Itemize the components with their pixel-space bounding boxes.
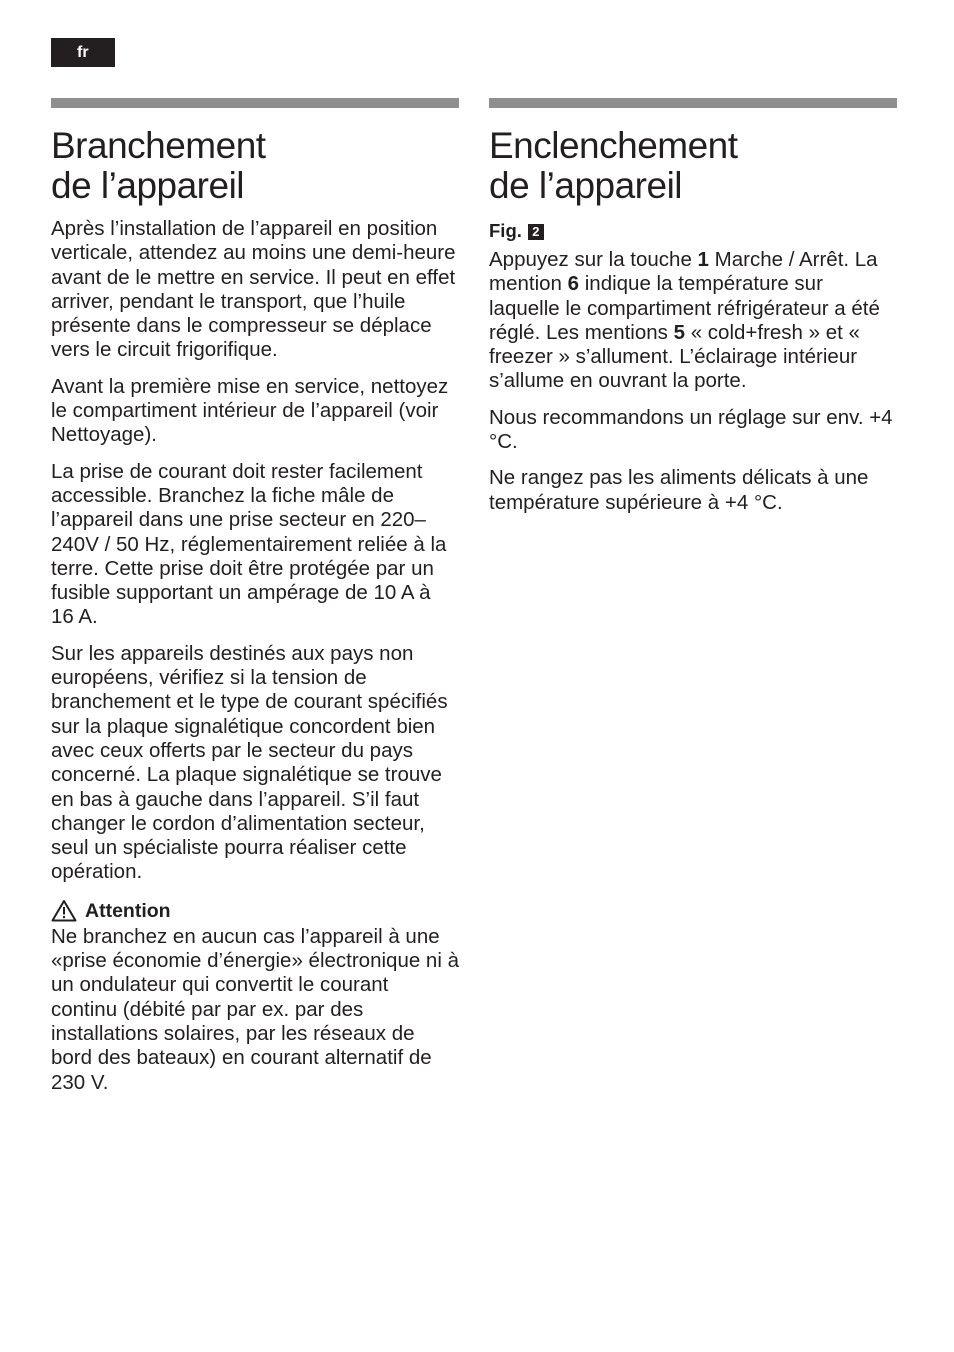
key-number-1: 1: [697, 248, 709, 271]
paragraph-non-european: Sur les appareils destinés aux pays non européens, vérifiez si la tension de branchement et le type de courant spécifiés sur la plaque signalétique concordent bien avec ceux offerts par le secteur du pays concerné. La plaque signalétique se trouve en bas à gauche dans l’appareil. S’il faut changer le cordon d’alimentation secteur, seul un spécialiste pourra réaliser cette opération.: [51, 641, 448, 884]
section-rule: [51, 98, 459, 108]
section-enclenchement: [489, 98, 897, 527]
figure-number-badge: 2: [528, 224, 544, 240]
key-number-6: 6: [567, 272, 580, 296]
section-title: [489, 126, 897, 206]
text-segment: indique la température sur laquelle le compartiment réfrigérateur a été réglé. Les mentions: [489, 272, 880, 344]
warning-triangle-icon: [51, 899, 77, 922]
title-line-1: Enclenchement: [489, 125, 738, 166]
text-segment: Marche / Arrêt. La mention: [489, 248, 878, 296]
key-number-5: 5: [673, 320, 686, 344]
attention-text: Ne branchez en aucun cas l’appareil à une «prise économie d’énergie» électronique ni à un ondulateur qui convertit le courant continu (débité par par ex. par des installations solaires, par les réseaux de bord des bateaux) en courant alternatif de 230 V.: [51, 924, 459, 1094]
title-line-1: Branchement: [51, 125, 266, 166]
text-segment: Appuyez sur la touche: [489, 248, 698, 271]
figure-reference: [489, 219, 897, 243]
figure-label: Fig.: [489, 220, 522, 241]
paragraph-recommendation: Nous recommandons un réglage sur env. +4 °C.: [489, 405, 893, 454]
section-branchement: [51, 98, 459, 1107]
attention-label: Attention: [85, 899, 171, 922]
attention-heading: [51, 899, 459, 923]
paragraph-first-use: Avant la première mise en service, nettoyez le compartiment intérieur de l’appareil (voir Nettoyage).: [51, 374, 449, 447]
title-line-2: de l’appareil: [489, 165, 683, 206]
section-title: [51, 126, 459, 206]
paragraph-storage: Ne rangez pas les aliments délicats à une température supérieure à +4 °C.: [489, 466, 869, 514]
paragraph-socket: La prise de courant doit rester facilement accessible. Branchez la fiche mâle de l’appareil dans une prise secteur en 220–240V / 50 Hz, réglementairement reliée à la terre. Cette prise doit être protégée par un fusible supportant un ampérage de 10 A à 16 A.: [51, 459, 447, 629]
section-rule: [489, 98, 897, 108]
paragraph-installation: Après l’installation de l’appareil en position verticale, attendez au moins une demi-heure avant de le mettre en service. Il peut en effet arriver, pendant le transport, que l’huile présente dans le compresseur se déplace vers le circuit frigorifique.: [51, 217, 456, 362]
text-segment: « cold+fresh » et « freezer » s’allument. L’éclairage intérieur s’allume en ouvrant la porte.: [489, 320, 860, 393]
language-tab: fr: [51, 38, 115, 67]
title-line-2: de l’appareil: [51, 165, 245, 206]
paragraph-switch-on: [489, 248, 897, 394]
